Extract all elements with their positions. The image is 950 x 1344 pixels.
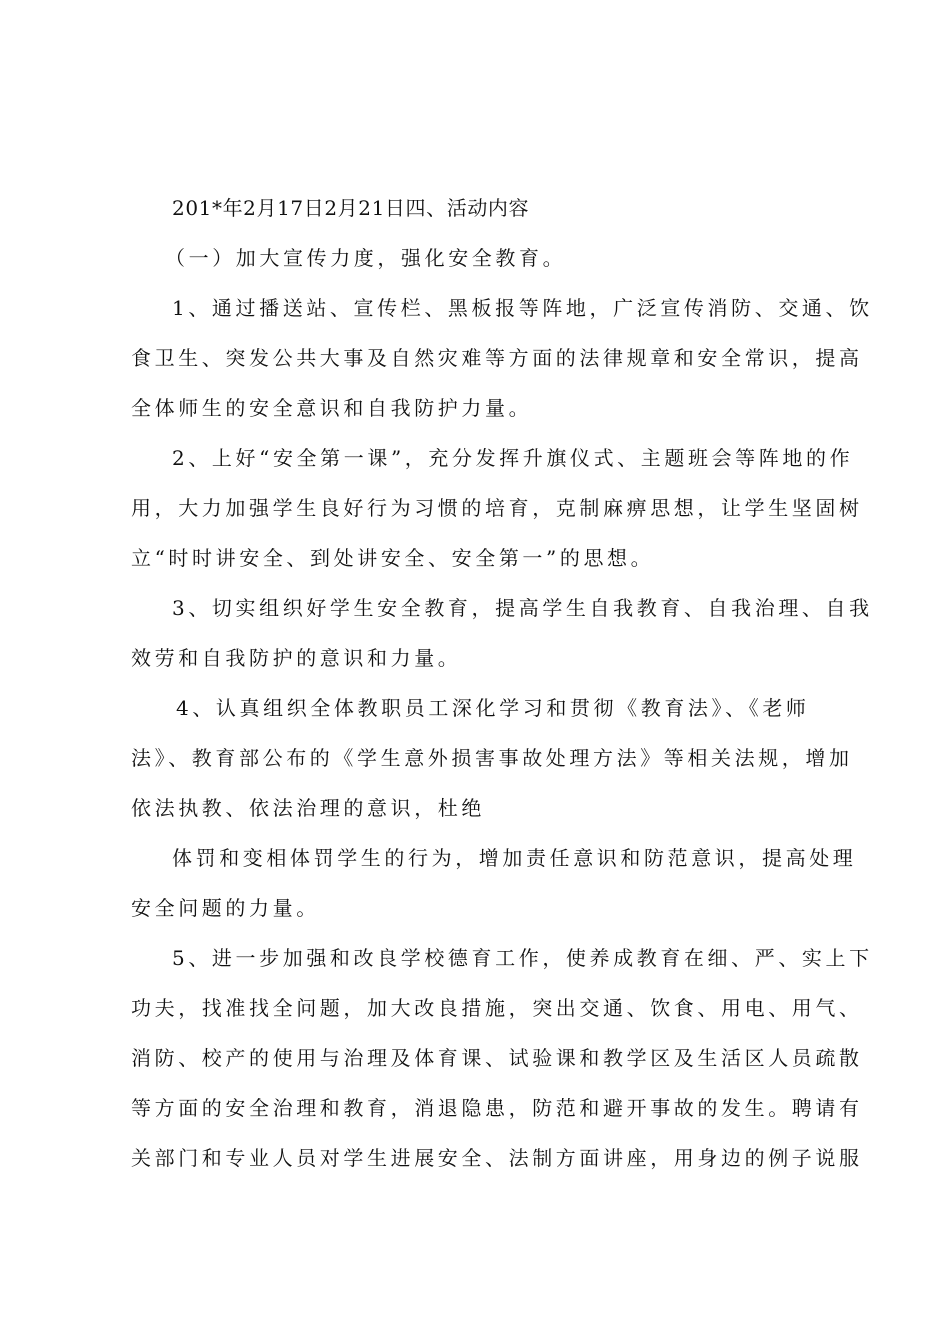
paragraph-line: 关部门和专业人员对学生进展安全、法制方面讲座，用身边的例子说服: [131, 1146, 863, 1170]
section-heading: （一）加大宣传力度，强化安全教育。: [165, 246, 567, 270]
paragraph-line: 效劳和自我防护的意识和力量。: [131, 646, 462, 670]
paragraph-line: 等方面的安全治理和教育，消退隐患，防范和避开事故的发生。聘请有: [131, 1096, 863, 1120]
paragraph-line: 全体师生的安全意识和自我防护力量。: [131, 396, 533, 420]
paragraph-line: 安全问题的力量。: [131, 896, 320, 920]
paragraph-line: 消防、校产的使用与治理及体育课、试验课和教学区及生活区人员疏散: [131, 1046, 863, 1070]
paragraph-line: 用，大力加强学生良好行为习惯的培育，克制麻痹思想，让学生坚固树: [131, 496, 863, 520]
paragraph-line: 1、通过播送站、宣传栏、黑板报等阵地，广泛宣传消防、交通、饮: [172, 296, 873, 320]
paragraph-line: 体罚和变相体罚学生的行为，增加责任意识和防范意识，提高处理: [172, 846, 857, 870]
paragraph-line: 4、认真组织全体教职员工深化学习和贯彻《教育法》、《老师: [176, 696, 810, 720]
paragraph-line: 3、切实组织好学生安全教育，提高学生自我教育、自我治理、自我: [172, 596, 873, 620]
paragraph-line: 2、上好“安全第一课”，充分发挥升旗仪式、主题班会等阵地的作: [172, 446, 854, 470]
paragraph-line: 5、进一步加强和改良学校德育工作，使养成教育在细、严、实上下: [172, 946, 873, 970]
paragraph-line: 食卫生、突发公共大事及自然灾难等方面的法律规章和安全常识，提高: [131, 346, 863, 370]
paragraph-line: 功夫，找准找全问题，加大改良措施，突出交通、饮食、用电、用气、: [131, 996, 863, 1020]
paragraph-line: 法》、教育部公布的《学生意外损害事故处理方法》等相关法规，增加: [131, 746, 853, 770]
paragraph-line: 依法执教、依法治理的意识，杜绝: [131, 796, 485, 820]
document-header-line: 201*年2月17日2月21日四、活动内容: [172, 196, 530, 220]
paragraph-line: 立“时时讲安全、到处讲安全、安全第一”的思想。: [131, 546, 655, 570]
